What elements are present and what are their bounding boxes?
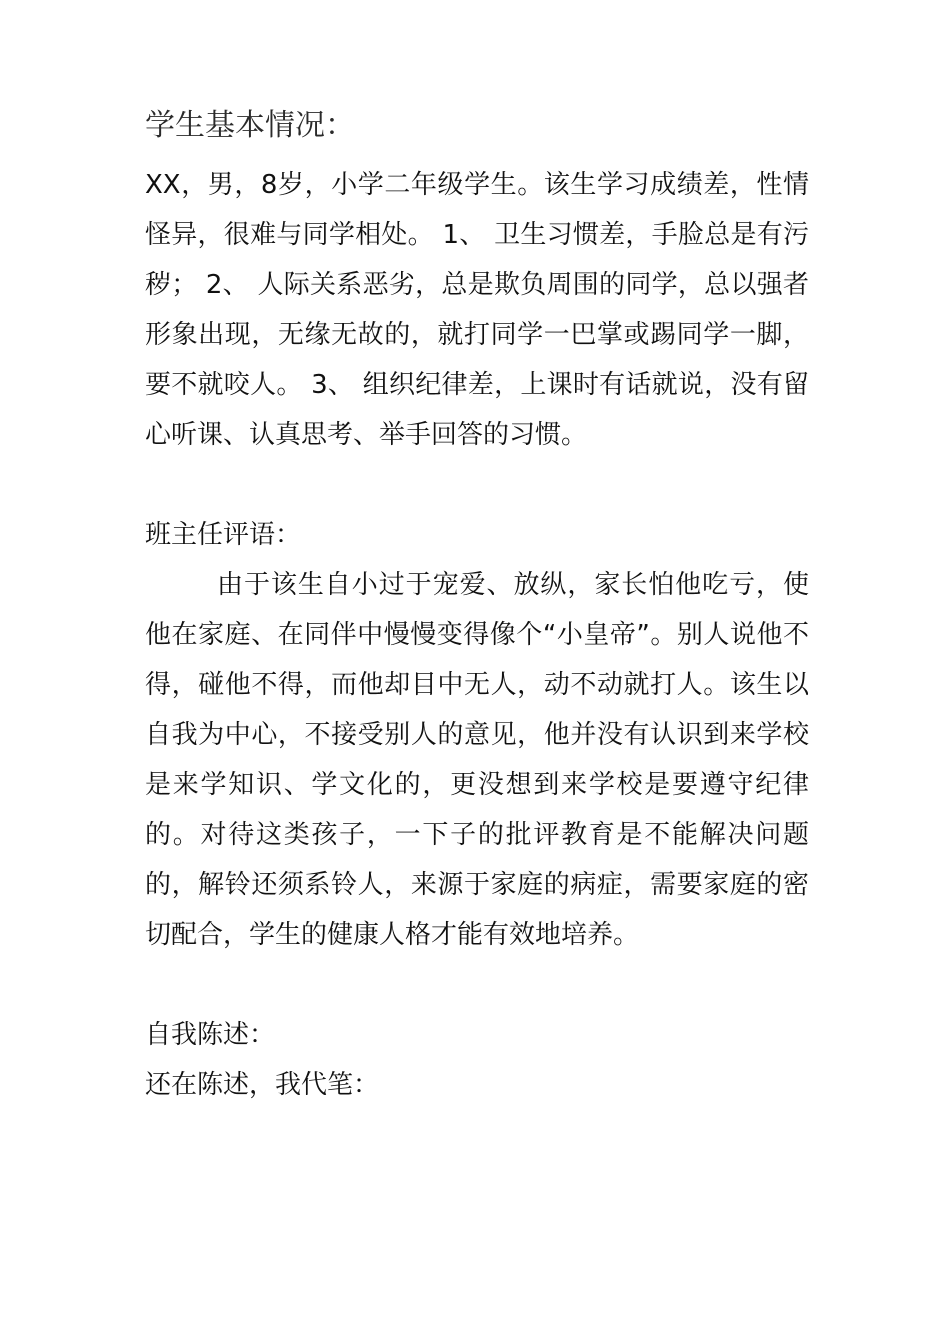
student-info-paragraph: XX，男，8岁，小学二年级学生。该生学习成绩差，性情怪异，很难与同学相处。 1、 卫生习惯差，手脸总是有污秽； 2、 人际关系恶劣，总是欺负周围的同学，总以强者形象出现，无缘无故的，就打同学一巴掌或踢同学一脚，要不就咬人。 3、 组织纪律差，上课时有话就说，没有留心听课、认真思考、举手回答的习惯。 xyxy=(145,170,809,450)
section-title-self-statement: 自我陈述： xyxy=(145,1020,276,1050)
paragraph-gap xyxy=(145,460,809,510)
teacher-comment-paragraph: 由于该生自小过于宠爱、放纵，家长怕他吃亏，使他在家庭、在同伴中慢慢变得像个“小皇帝”。别人说他不得，碰他不得，而他却目中无人，动不动就打人。该生以自我为中心，不接受别人的意见，他并没有认识到来学校是来学知识、学文化的，更没想到来学校是要遵守纪律的。对待这类孩子，一下子的批评教育是不能解决问题的，解铃还须系铃人，来源于家庭的病症，需要家庭的密切配合，学生的健康人格才能有效地培养。 xyxy=(145,570,809,950)
paragraph-gap xyxy=(145,960,809,1010)
document-content xyxy=(145,104,809,1110)
section-title-teacher-comment: 班主任评语： xyxy=(145,520,302,550)
section-title-student-info: 学生基本情况： xyxy=(145,108,355,143)
self-statement-text: 还在陈述，我代笔： xyxy=(145,1070,380,1100)
